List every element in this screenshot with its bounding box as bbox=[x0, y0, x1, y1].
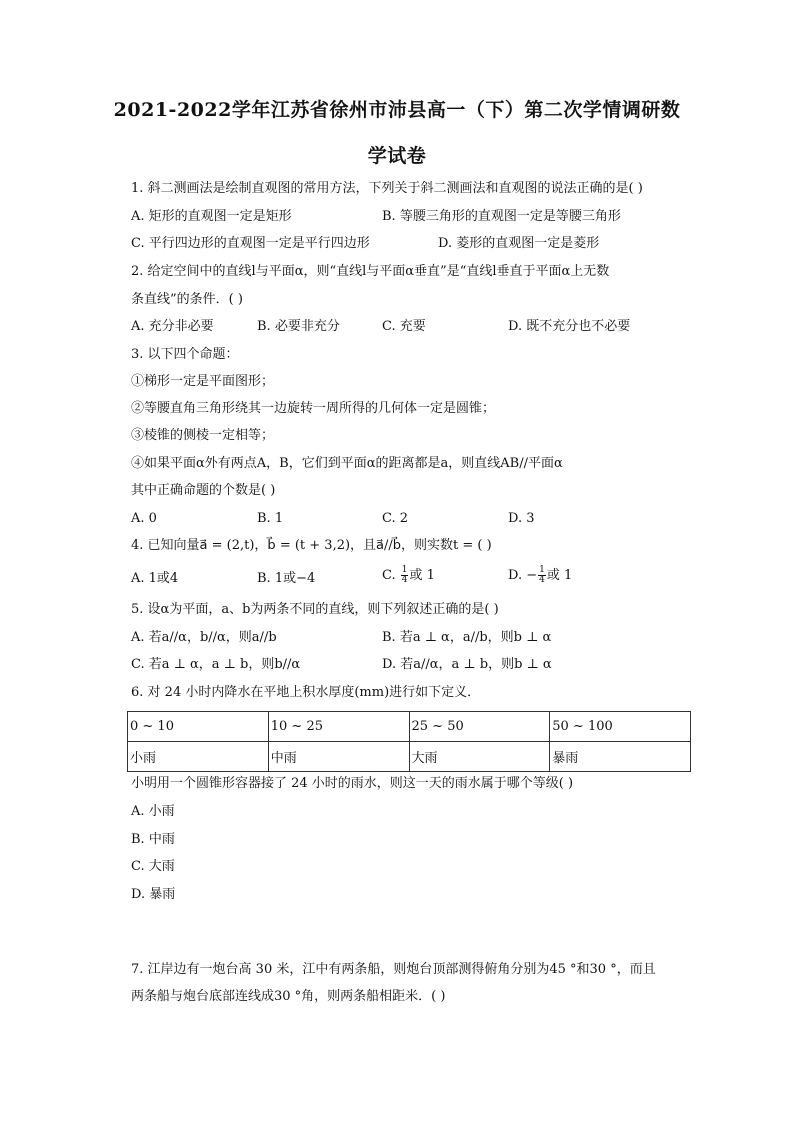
option-c-tail: 或 1 bbox=[409, 568, 435, 583]
question-3-option-c[interactable]: C. 2 bbox=[382, 511, 409, 526]
question-4-option-d[interactable] bbox=[508, 566, 572, 585]
question-2-option-c[interactable]: C. 充要 bbox=[382, 319, 426, 334]
table-cell: 0 ~ 10 bbox=[128, 712, 269, 742]
table-row bbox=[128, 742, 691, 772]
question-3-option-a[interactable]: A. 0 bbox=[131, 511, 157, 526]
question-3-option-b[interactable]: B. 1 bbox=[257, 511, 284, 526]
question-2-option-b[interactable]: B. 必要非充分 bbox=[257, 319, 340, 334]
option-d-label: D. − bbox=[508, 568, 538, 583]
question-3-ask: 其中正确命题的个数是( ) bbox=[131, 483, 276, 498]
question-2-stem-line2: 条直线”的条件．( ) bbox=[131, 292, 243, 307]
question-7-stem-line2: 两条船与炮台底部连线成30 °角，则两条船相距米．( ) bbox=[131, 989, 446, 1004]
question-4-option-b[interactable]: B. 1或−4 bbox=[257, 571, 316, 586]
question-5-option-a[interactable]: A. 若a//α，b//α，则a//b bbox=[131, 630, 277, 645]
question-6-option-d[interactable]: D. 暴雨 bbox=[131, 887, 176, 902]
question-5-option-d[interactable]: D. 若a//α，a ⊥ b，则b ⊥ α bbox=[382, 657, 552, 672]
question-1-option-a[interactable]: A. 矩形的直观图一定是矩形 bbox=[131, 209, 292, 224]
option-d-tail: 或 1 bbox=[546, 568, 573, 583]
question-6-option-b[interactable]: B. 中雨 bbox=[131, 832, 175, 847]
fraction-one-quarter: $\frac{1}{4}$ bbox=[401, 565, 408, 585]
question-1-option-d[interactable]: D. 菱形的直观图一定是菱形 bbox=[438, 236, 600, 251]
question-4-option-a[interactable]: A. 1或4 bbox=[131, 571, 179, 586]
question-2-option-d[interactable]: D. 既不充分也不必要 bbox=[508, 319, 631, 334]
question-3-proposition-2: ②等腰直角三角形绕其一边旋转一周所得的几何体一定是圆锥； bbox=[131, 401, 496, 416]
option-c-label: C. bbox=[382, 568, 400, 583]
question-3-proposition-1: ①梯形一定是平面图形； bbox=[131, 374, 275, 389]
question-1-option-c[interactable]: C. 平行四边形的直观图一定是平行四边形 bbox=[131, 236, 370, 251]
table-cell: 暴雨 bbox=[550, 742, 691, 772]
rainfall-definition-table bbox=[127, 711, 691, 772]
table-cell: 25 ~ 50 bbox=[409, 712, 550, 742]
question-5-option-c[interactable]: C. 若a ⊥ α，a ⊥ b，则b//α bbox=[131, 657, 301, 672]
question-5-option-b[interactable]: B. 若a ⊥ α，a//b，则b ⊥ α bbox=[382, 630, 552, 645]
question-3-proposition-3: ③棱锥的侧棱一定相等； bbox=[131, 428, 275, 443]
table-cell: 10 ~ 25 bbox=[268, 712, 409, 742]
question-7-stem-line1: 7. 江岸边有一炮台高 30 米，江中有两条船，则炮台顶部测得俯角分别为45 °和30 °，而且 bbox=[131, 962, 656, 977]
fraction-one-quarter: $\frac{1}{4}$ bbox=[539, 565, 545, 585]
table-cell: 小雨 bbox=[128, 742, 269, 772]
table-cell: 50 ~ 100 bbox=[550, 712, 691, 742]
question-6-option-c[interactable]: C. 大雨 bbox=[131, 859, 175, 874]
question-2-stem-line1: 2. 给定空间中的直线l与平面α，则“直线l与平面α垂直”是“直线l垂直于平面α上无数 bbox=[131, 264, 610, 279]
question-6-option-a[interactable]: A. 小雨 bbox=[131, 804, 175, 819]
question-6-ask: 小明用一个圆锥形容器接了 24 小时的雨水，则这一天的雨水属于哪个等级( ) bbox=[131, 776, 574, 791]
question-3-proposition-4: ④如果平面α外有两点A，B，它们到平面α的距离都是a，则直线AB//平面α bbox=[131, 456, 563, 471]
question-4-stem: 4. 已知向量a⃗ = (2,t)，b⃗ = (t + 3,2)，且a⃗//b⃗，则实数t = ( ) bbox=[131, 538, 492, 553]
question-4-option-c[interactable] bbox=[382, 566, 435, 585]
exam-title-line1: 2021-2022学年江苏省徐州市沛县高一（下）第二次学情调研数 bbox=[113, 99, 681, 121]
table-cell: 大雨 bbox=[409, 742, 550, 772]
question-1-option-b[interactable]: B. 等腰三角形的直观图一定是等腰三角形 bbox=[382, 209, 621, 224]
table-row bbox=[128, 712, 691, 742]
question-1-stem: 1. 斜二测画法是绘制直观图的常用方法，下列关于斜二测画法和直观图的说法正确的是( ) bbox=[131, 181, 643, 196]
question-3-stem: 3. 以下四个命题： bbox=[131, 347, 239, 362]
question-2-option-a[interactable]: A. 充分非必要 bbox=[131, 319, 214, 334]
question-6-stem: 6. 对 24 小时内降水在平地上积水厚度(mm)进行如下定义． bbox=[131, 685, 481, 700]
question-5-stem: 5. 设α为平面，a、b为两条不同的直线，则下列叙述正确的是( ) bbox=[131, 602, 499, 617]
table-cell: 中雨 bbox=[268, 742, 409, 772]
question-3-option-d[interactable]: D. 3 bbox=[508, 511, 535, 526]
exam-title-line2: 学试卷 bbox=[367, 145, 427, 167]
